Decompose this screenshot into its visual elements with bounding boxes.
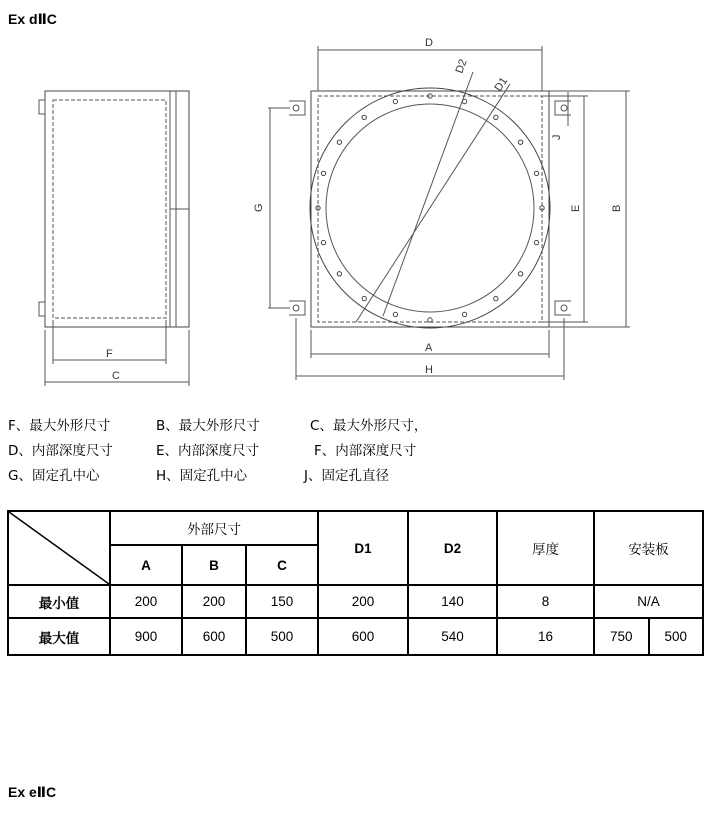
dim-label-g: G [253,203,265,212]
section-heading-ex-d: Ex dⅡC [8,11,57,27]
dim-label-d1: D1 [492,75,511,94]
bolt-hole [393,99,397,103]
header-mounting-plate: 安装板 [594,511,703,585]
legend-item: E、内部深度尺寸 [156,443,260,459]
cell-mount-1: 750 [594,618,649,655]
legend-item: D、内部深度尺寸 [8,443,113,459]
front-view [268,46,630,380]
legend-item: J、固定孔直径 [304,468,389,484]
dim-label-c: C [112,370,120,382]
cell-b: 600 [182,618,246,655]
legend-item: G、固定孔中心 [8,468,100,484]
header-external-size: 外部尺寸 [110,511,318,545]
table-corner-cell [8,511,110,585]
bolt-hole [534,171,538,175]
cell-d2: 540 [408,618,497,655]
technical-drawing [0,0,722,400]
bolt-hole [494,115,498,119]
cell-mount-2: 500 [649,618,704,655]
dim-label-h: H [425,364,433,376]
header-b: B [182,545,246,585]
legend-item: H、固定孔中心 [156,468,248,484]
table-row [8,585,703,618]
specification-table [7,510,704,656]
bolt-hole [321,171,325,175]
dim-label-e: E [570,204,582,212]
bolt-hole [362,296,366,300]
cell-d1: 200 [318,585,408,618]
bolt-hole [494,296,498,300]
bolt-hole [393,312,397,316]
dim-label-d: D [425,37,433,49]
bolt-hole [362,115,366,119]
cell-thickness: 8 [497,585,594,618]
header-d1: D1 [318,511,408,585]
legend-item: B、最大外形尺寸 [156,418,260,434]
legend-item: C、最大外形尺寸， [310,418,428,434]
cell-a: 200 [110,585,182,618]
cell-mount: N/A [594,585,703,618]
header-d2: D2 [408,511,497,585]
cell-d2: 140 [408,585,497,618]
cell-thickness: 16 [497,618,594,655]
dim-label-j: J [551,134,563,140]
dim-label-b: B [611,204,623,212]
header-a: A [110,545,182,585]
bolt-hole [534,240,538,244]
cell-d1: 600 [318,618,408,655]
legend-item: F、内部深度尺寸 [314,443,417,459]
header-c: C [246,545,318,585]
header-thickness: 厚度 [497,511,594,585]
bolt-hole [337,140,341,144]
dim-label-d2: D2 [453,57,470,76]
cell-b: 200 [182,585,246,618]
section-heading-ex-e: Ex eⅡC [8,784,57,800]
bolt-hole [337,272,341,276]
bolt-hole [518,272,522,276]
row-label: 最小值 [8,585,110,618]
cell-c: 150 [246,585,318,618]
bolt-hole [518,140,522,144]
legend-item: F、最大外形尺寸 [8,418,111,434]
cell-a: 900 [110,618,182,655]
dim-label-f: F [106,348,113,360]
table-row [8,618,703,655]
dim-label-a: A [425,342,433,354]
side-view [39,91,189,386]
bolt-hole [462,312,466,316]
bolt-hole [321,240,325,244]
cell-c: 500 [246,618,318,655]
row-label: 最大值 [8,618,110,655]
